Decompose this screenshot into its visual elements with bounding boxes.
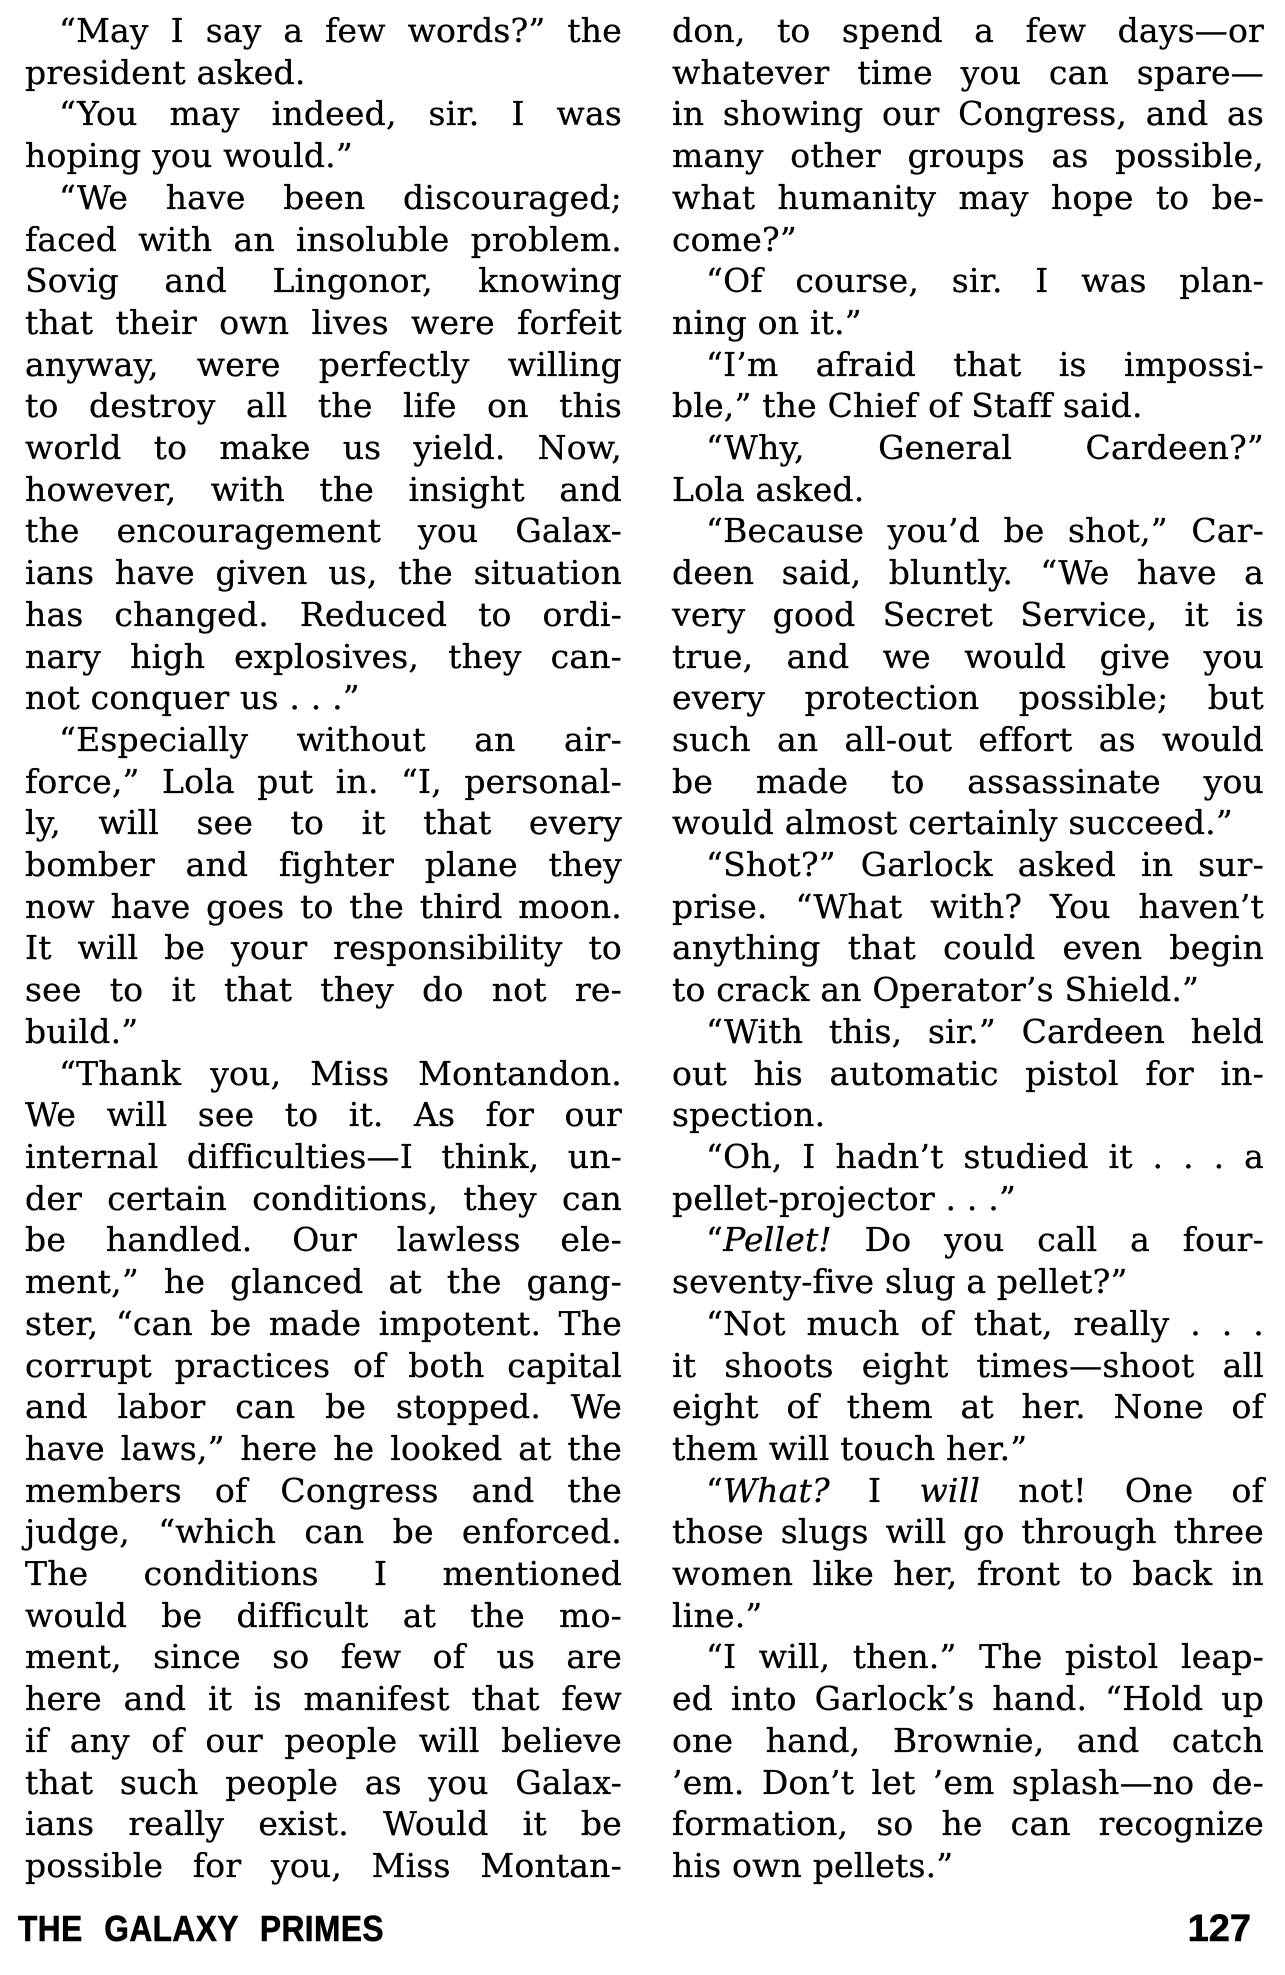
text-line: The conditions I mentioned [25,1554,622,1594]
text-line: what humanity may hope to be- [672,177,1264,217]
text-line: spection. [672,1095,826,1135]
text-line: not conquer us . . .” [25,678,360,718]
text-line: to crack an Operator’s Shield.” [672,970,1200,1010]
text-line: “I will, then.” The pistol leap- [706,1637,1264,1677]
text-line: very good Secret Service, it is [672,594,1264,634]
text-line: such an all-out effort as would [672,719,1264,759]
text-line: ed into Garlock’s hand. “Hold up [672,1679,1264,1719]
text-line: formation, so he can recognize [672,1804,1264,1844]
text-line: “Why, General Cardeen?” [706,428,1264,468]
text-line: president asked. [25,52,306,92]
text-line: ble,” the Chief of Staff said. [672,386,1143,426]
text-line: that such people as you Galax- [25,1762,622,1802]
page-body-text [25,10,1264,1887]
text-line: ians really exist. Would it be [25,1804,622,1844]
text-line: that their own lives were forfeit [25,302,622,342]
text-line: ment, since so few of us are [25,1637,622,1677]
text-line: in showing our Congress, and as [672,94,1264,134]
text-line: however, with the insight and [25,469,622,509]
left-text-column [25,10,622,1887]
text-line: “Of course, sir. I was plan- [706,261,1264,301]
text-line: internal difficulties—I think, un- [25,1136,622,1176]
text-line: build.” [25,1011,139,1051]
text-line: one hand, Brownie, and catch [672,1720,1264,1760]
text-line: “Pellet! Do you call a four- [706,1220,1264,1260]
text-line: pellet-projector . . .” [672,1178,1017,1218]
text-line: eight of them at her. None of [672,1387,1264,1427]
text-line: whatever time you can spare— [672,52,1264,92]
text-line: “Not much of that, really . . . [706,1303,1264,1343]
text-line: members of Congress and the [25,1470,622,1510]
running-footer [18,1908,1251,1951]
text-line: Sovig and Lingonor, knowing [25,261,622,301]
text-line: “Thank you, Miss Montandon. [59,1053,622,1093]
right-text-column [672,10,1264,1887]
text-line: out his automatic pistol for in- [672,1053,1264,1093]
text-line: now have goes to the third moon. [25,886,622,926]
text-line: hoping you would.” [25,136,353,176]
text-line: nary high explosives, they can- [25,636,622,676]
text-line: would be difficult at the mo- [25,1595,622,1635]
text-line: his own pellets.” [672,1845,954,1885]
text-line: possible for you, Miss Montan- [25,1845,622,1885]
text-line: ment,” he glanced at the gang- [25,1262,622,1302]
text-line: come?” [672,219,797,259]
text-line: corrupt practices of both capital [25,1345,622,1385]
text-line: We will see to it. As for our [25,1095,622,1135]
text-line: world to make us yield. Now, [25,428,622,468]
text-line: and labor can be stopped. We [25,1387,622,1427]
text-line: have laws,” here he looked at the [25,1428,622,1468]
text-line: the encouragement you Galax- [25,511,622,551]
text-line: be made to assassinate you [672,761,1264,801]
text-line: force,” Lola put in. “I, personal- [25,761,622,801]
text-line: “What? I will not! One of [706,1470,1264,1510]
text-line: “With this, sir.” Cardeen held [706,1011,1264,1051]
text-line: “I’m afraid that is impossi- [706,344,1264,384]
text-line: ning on it.” [672,302,862,342]
text-line: “Especially without an air- [59,719,622,759]
text-line: ly, will see to it that every [25,803,622,843]
text-line: ster, “can be made impotent. The [25,1303,622,1343]
text-line: women like her, front to back in [672,1554,1264,1594]
text-line: “We have been discouraged; [59,177,622,217]
text-line: every protection possible; but [672,678,1264,718]
text-line: don, to spend a few days—or [672,11,1264,50]
text-line: “Oh, I hadn’t studied it . . . a [706,1136,1264,1176]
text-line: prise. “What with? You haven’t [672,886,1264,926]
text-line: “May I say a few words?” the [59,11,622,50]
text-line: those slugs will go through three [672,1512,1264,1552]
text-line: “You may indeed, sir. I was [59,94,622,134]
text-line: see to it that they do not re- [25,970,622,1010]
text-line: here and it is manifest that few [25,1679,622,1719]
text-line: anyway, were perfectly willing [25,344,622,384]
text-line: to destroy all the life on this [25,386,622,426]
text-line: It will be your responsibility to [25,928,622,968]
text-line: would almost certainly succeed.” [672,803,1233,843]
text-line: Lola asked. [672,469,865,509]
text-line: line.” [672,1595,763,1635]
text-line: judge, “which can be enforced. [25,1512,622,1552]
text-line: it shoots eight times—shoot all [672,1345,1264,1385]
text-line: bomber and fighter plane they [25,845,622,885]
page-number: 127 [1187,1908,1251,1950]
text-line: der certain conditions, they can [25,1178,622,1218]
text-line: if any of our people will believe [25,1720,622,1760]
book-title: THE GALAXY PRIMES [18,1908,384,1949]
text-line: deen said, bluntly. “We have a [672,553,1264,593]
text-line: be handled. Our lawless ele- [25,1220,622,1260]
text-line: many other groups as possible, [672,136,1264,176]
text-line: ’em. Don’t let ’em splash—no de- [672,1762,1264,1802]
text-line: faced with an insoluble problem. [25,219,622,259]
text-line: “Because you’d be shot,” Car- [706,511,1264,551]
text-line: “Shot?” Garlock asked in sur- [706,845,1264,885]
text-line: has changed. Reduced to ordi- [25,594,622,634]
text-line: true, and we would give you [672,636,1264,676]
text-line: seventy-five slug a pellet?” [672,1262,1128,1302]
text-line: anything that could even begin [672,928,1264,968]
text-line: ians have given us, the situation [25,553,622,593]
text-line: them will touch her.” [672,1428,1028,1468]
